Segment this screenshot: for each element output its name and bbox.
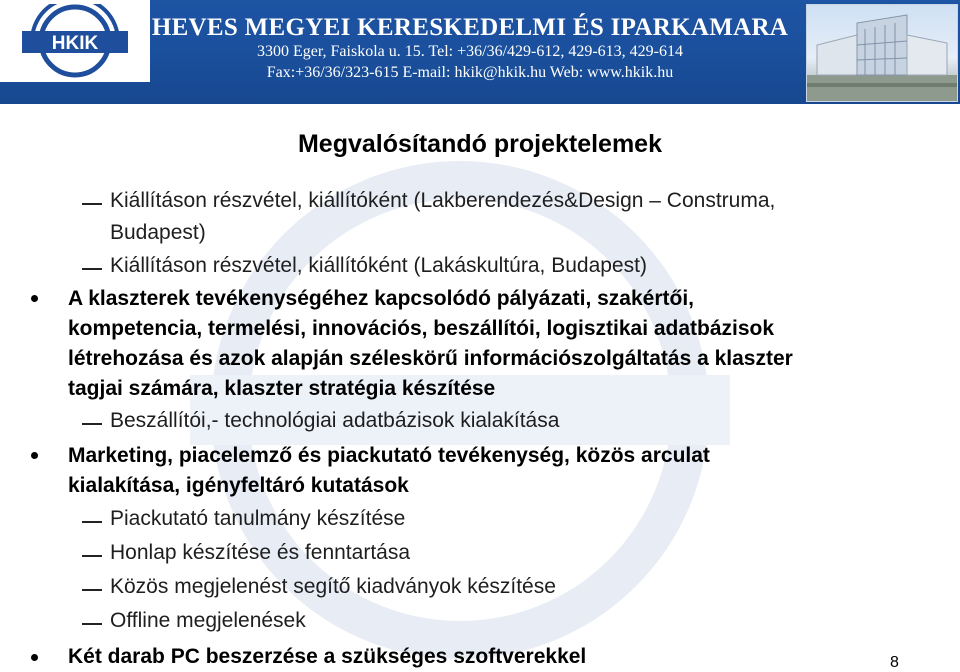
page-number: 8	[890, 654, 899, 671]
list-item-continuation: Budapest)	[110, 221, 206, 244]
list-item: Közös megjelenést segítő kiadványok készítése	[110, 575, 556, 598]
bullet-item-continuation: tagjai számára, klaszter stratégia készítése	[68, 377, 496, 400]
bullet-marker	[31, 452, 38, 459]
list-item: Beszállítói,- technológiai adatbázisok kialakítása	[110, 409, 560, 432]
dash-marker	[82, 423, 102, 425]
dash-marker	[82, 203, 102, 205]
bullet-item: A klaszterek tevékenységéhez kapcsolódó pályázati, szakértői,	[68, 287, 695, 310]
bullet-marker	[31, 295, 38, 302]
list-item: Honlap készítése és fenntartása	[110, 541, 411, 564]
slide-title: Megvalósítandó projektelemek	[297, 130, 662, 158]
list-item: Kiállításon részvétel, kiállítóként (Lakberendezés&Design – Construma,	[110, 189, 776, 212]
building-photo	[806, 4, 958, 102]
bullet-item-continuation: létrehozása és azok alapján széleskörű információszolgáltatás a klaszter	[68, 347, 793, 370]
header-banner	[0, 0, 960, 104]
logo-text: HKIK	[51, 33, 99, 54]
bullet-item: Két darab PC beszerzése a szükséges szoftverekkel	[68, 645, 587, 668]
dash-marker	[82, 589, 102, 591]
chamber-logo	[0, 0, 150, 82]
dash-marker	[82, 521, 102, 523]
dash-marker	[82, 555, 102, 557]
bullet-item: Marketing, piacelemző és piackutató tevékenység, közös arculat	[68, 444, 710, 467]
list-item: Offline megjelenések	[110, 609, 306, 632]
dash-marker	[82, 268, 102, 270]
bullet-marker	[31, 654, 38, 661]
dash-marker	[82, 623, 102, 625]
list-item: Kiállításon részvétel, kiállítóként (Lakáskultúra, Budapest)	[110, 254, 647, 277]
organization-name: HEVES MEGYEI KERESKEDELMI ÉS IPARKAMARA	[151, 14, 789, 41]
list-item: Piackutató tanulmány készítése	[110, 507, 406, 530]
organization-contact: Fax:+36/36/323-615 E-mail: hkik@hkik.hu Web: www.hkik.hu	[266, 64, 674, 81]
bullet-item-continuation: kialakítása, igényfeltáró kutatások	[68, 474, 409, 497]
organization-address: 3300 Eger, Faiskola u. 15. Tel: +36/36/429-612, 429-613, 429-614	[256, 43, 684, 60]
bullet-item-continuation: kompetencia, termelési, innovációs, beszállítói, logisztikai adatbázisok	[68, 317, 775, 340]
